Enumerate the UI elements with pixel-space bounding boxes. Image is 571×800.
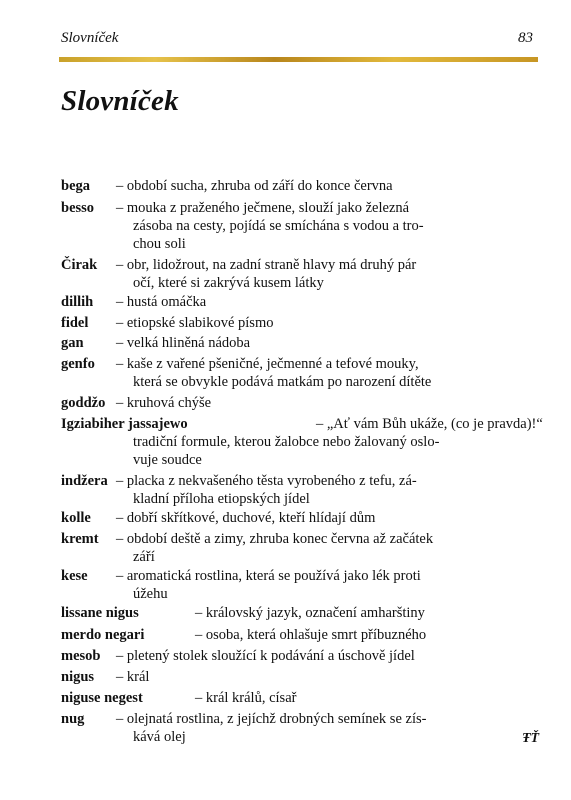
glossary-term: Čirak: [61, 257, 98, 273]
glossary-definition-line: zásoba na cesty, pojídá se smíchána s vodou a tro-: [133, 218, 424, 234]
glossary-definition-line: – kruhová chýše: [116, 395, 212, 411]
glossary-definition-line: – olejnatá rostlina, z jejíchž drobných semínek se zís-: [116, 711, 427, 727]
glossary-definition-line: – dobří skřítkové, duchové, kteří hlídají dům: [116, 510, 376, 526]
glossary-definition-line: – osoba, která ohlašuje smrt příbuzného: [195, 627, 427, 643]
glossary-term: dillih: [61, 294, 94, 310]
glossary-term: indžera: [61, 473, 108, 489]
glossary-definition-line: – „Ať vám Bůh ukáže, (co je pravda)!“: [316, 416, 543, 432]
glossary-definition-line: očí, které si zakrývá kusem látky: [133, 275, 324, 291]
glossary-term: gan: [61, 335, 84, 351]
glossary-term: lissane nigus: [61, 605, 139, 621]
glossary-definition-line: – mouka z praženého ječmene, slouží jako železná: [116, 200, 410, 216]
glossary-definition-line: – období sucha, zhruba od září do konce června: [116, 178, 393, 194]
glossary-term: goddžo: [61, 395, 106, 411]
glossary-term: besso: [61, 200, 95, 216]
page-number: 83: [518, 30, 533, 46]
glossary-definition-line: úžehu: [133, 586, 168, 602]
glossary-term: nug: [61, 711, 85, 727]
glossary-term: kese: [61, 568, 88, 584]
glossary-definition-line: která se obvykle podává matkám po narození dítěte: [133, 374, 432, 390]
page-heading: Slovníček: [61, 85, 179, 117]
glossary-definition-line: kladní příloha etiopských jídel: [133, 491, 310, 507]
glossary-definition-line: – aromatická rostlina, která se používá jako lék proti: [116, 568, 421, 584]
publisher-ornament: ŦŤ: [522, 731, 540, 746]
glossary-definition-line: – královský jazyk, označení amharštiny: [195, 605, 425, 621]
glossary-definition-line: září: [133, 549, 155, 565]
glossary-definition-line: – obr, lidožrout, na zadní straně hlavy má druhý pár: [116, 257, 417, 273]
glossary-term: nigus: [61, 669, 95, 685]
glossary-definition-line: – placka z nekvašeného těsta vyrobeného z tefu, zá-: [116, 473, 417, 489]
glossary-definition-line: chou soli: [133, 236, 186, 252]
glossary-definition-line: – král králů, císař: [195, 690, 297, 706]
glossary-term: niguse negest: [61, 690, 143, 706]
glossary-definition-line: – král: [116, 669, 150, 685]
glossary-term: merdo negari: [61, 627, 145, 643]
glossary-definition-line: vuje soudce: [133, 452, 202, 468]
glossary-term: kolle: [61, 510, 91, 526]
glossary-definition-line: – kaše z vařené pšeničné, ječmenné a tefové mouky,: [116, 356, 419, 372]
glossary-definition-line: – hustá omáčka: [116, 294, 207, 310]
glossary-definition-line: – etiopské slabikové písmo: [116, 315, 274, 331]
glossary-definition-line: – velká hliněná nádoba: [116, 335, 251, 351]
glossary-term: mesob: [61, 648, 101, 664]
glossary-term: Igziabiher jassajewo: [61, 416, 188, 432]
glossary-definition-line: tradiční formule, kterou žalobce nebo žalovaný oslo-: [133, 434, 440, 450]
glossary-term: kremt: [61, 531, 99, 547]
glossary-term: bega: [61, 178, 90, 194]
glossary-term: genfo: [61, 356, 95, 372]
glossary-definition-line: – období deště a zimy, zhruba konec června až začátek: [116, 531, 434, 547]
running-title: Slovníček: [61, 30, 119, 46]
glossary-definition-line: – pletený stolek sloužící k podávání a úschově jídel: [116, 648, 415, 664]
header-rule: [59, 57, 538, 62]
glossary-definition-line: kává olej: [133, 729, 186, 745]
glossary-term: fidel: [61, 315, 89, 331]
